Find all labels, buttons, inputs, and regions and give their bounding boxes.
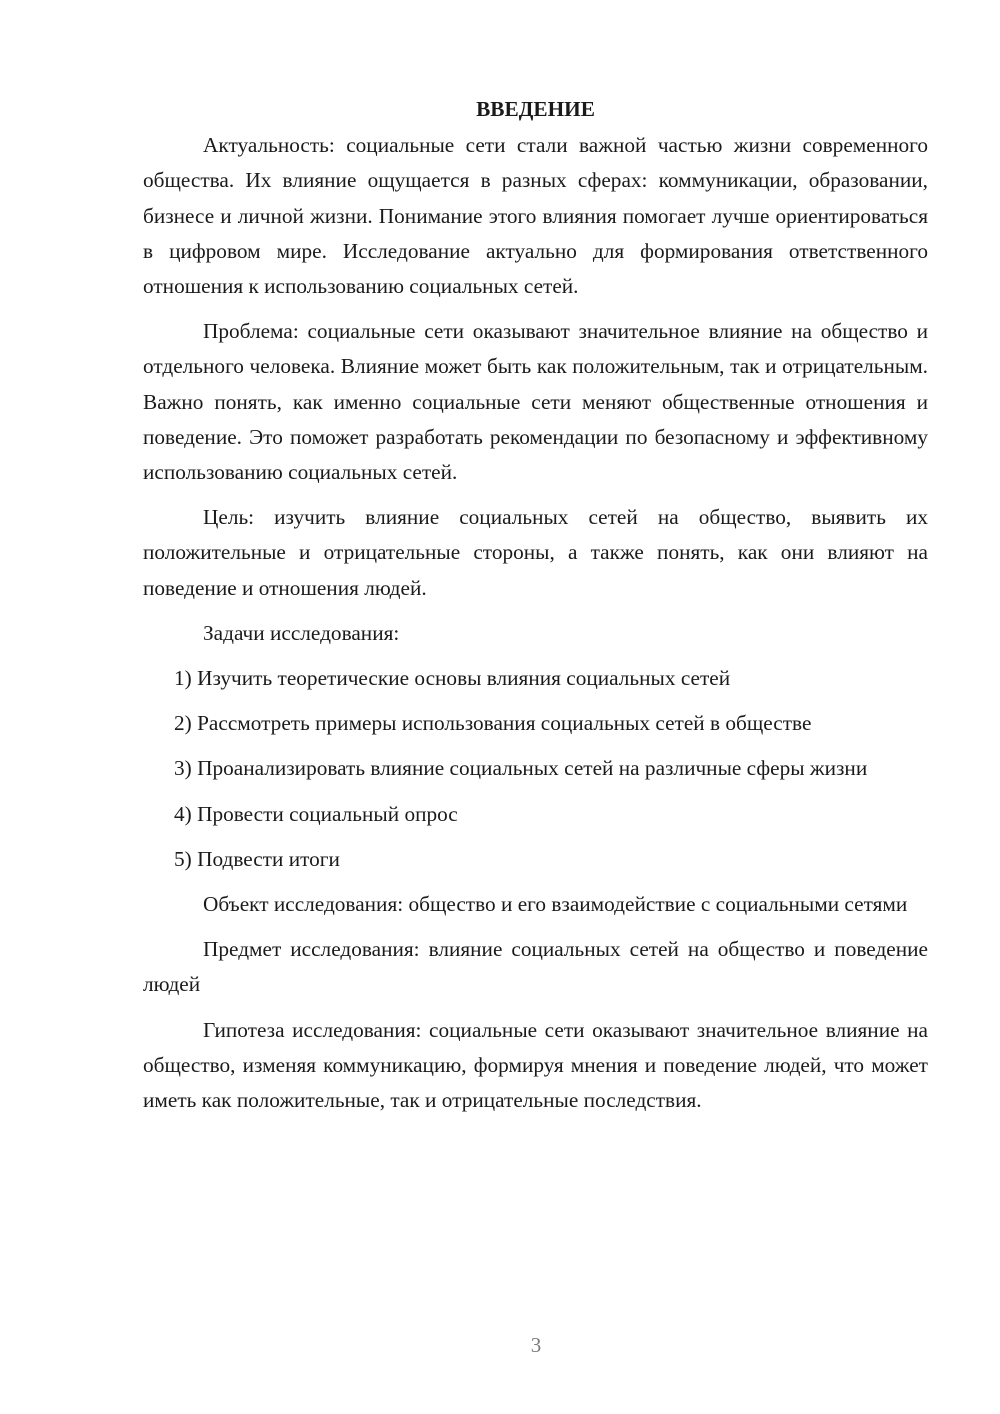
task-item-4: 4) Провести социальный опрос [174,801,458,826]
paragraph-relevance: Актуальность: социальные сети стали важной частью жизни современного общества. Их влияние ощущается в разных сферах: коммуникации, образовании, бизнесе и личной жизни. Понимание этого влияния помогает лучше ориентироваться в цифровом мире. Исследование актуально для формирования ответственного отношения к использованию социальных сетей. [143,133,928,299]
paragraph-goal: Цель: изучить влияние социальных сетей на общество, выявить их положительные и отрицательные стороны, а также понять, как они влияют на поведение и отношения людей. [143,505,928,600]
page-number: 3 [530,1333,542,1357]
task-item-1: 1) Изучить теоретические основы влияния социальных сетей [174,666,731,691]
task-item-5: 5) Подвести итоги [174,846,340,871]
tasks-heading: Задачи исследования: [203,620,400,645]
paragraph-problem: Проблема: социальные сети оказывают значительное влияние на общество и отдельного человека. Влияние может быть как положительным, так и отрицательным. Важно понять, как именно социальные сети меняют общественные отношения и поведение. Это поможет разработать рекомендации по безопасному и эффективному использованию социальных сетей. [143,319,928,485]
task-item-3: 3) Проанализировать влияние социальных сетей на различные сферы жизни [174,756,868,781]
page-title: ВВЕДЕНИЕ [476,97,595,121]
paragraph-subject: Предмет исследования: влияние социальных сетей на общество и поведение людей [143,937,928,997]
task-item-2: 2) Рассмотреть примеры использования социальных сетей в обществе [174,711,812,736]
paragraph-hypothesis: Гипотеза исследования: социальные сети оказывают значительное влияние на общество, изменяя коммуникацию, формируя мнения и поведение людей, что может иметь как положительные, так и отрицательные последствия. [143,1017,928,1113]
paragraph-object: Объект исследования: общество и его взаимодействие с социальными сетями [203,892,908,917]
document-page [143,92,928,1128]
